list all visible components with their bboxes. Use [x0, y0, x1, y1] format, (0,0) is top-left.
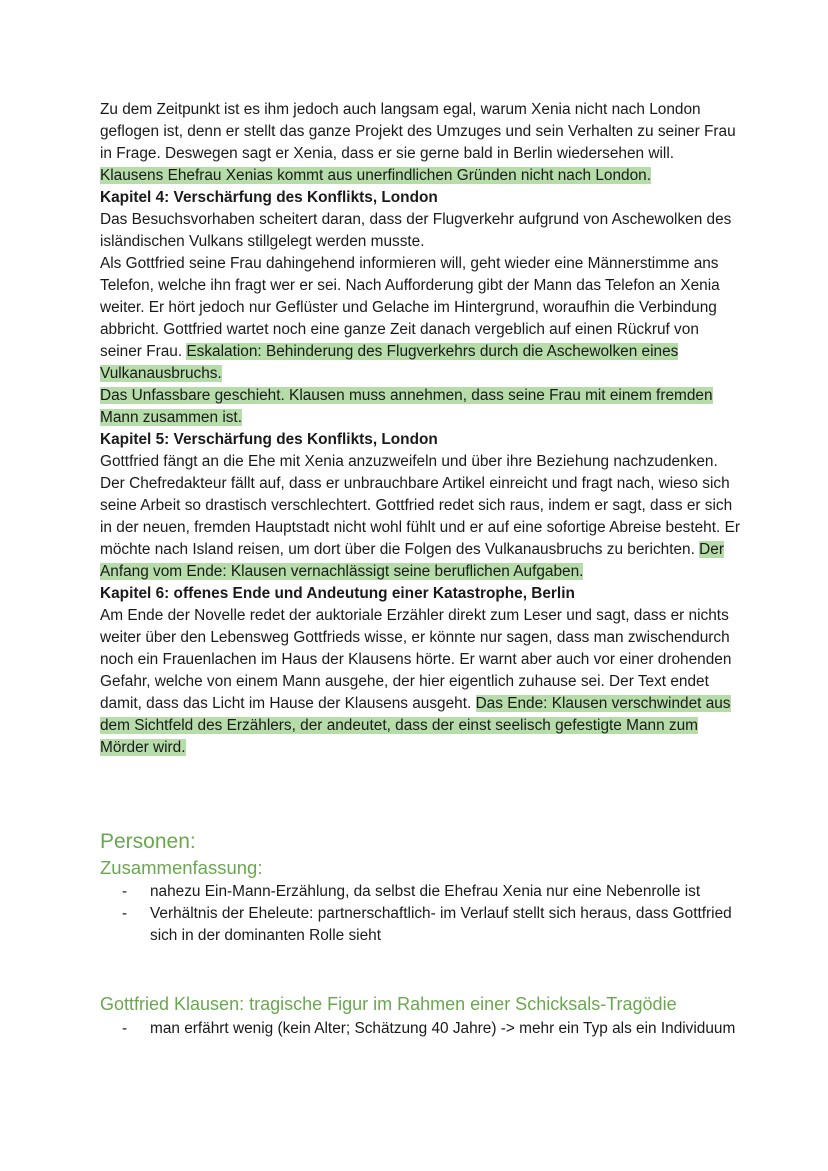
summary-list [100, 881, 740, 947]
chapter-5-heading: Kapitel 5: Verschärfung des Konflikts, London [100, 431, 438, 448]
body-text: Am Ende der Novelle redet der auktoriale Erzähler direkt zum Leser und sagt, dass er nichts weiter über den Lebensweg Gottfrieds wisse, er könnte nur sagen, dass man zwischendurch noch ein Frauenlachen im Haus der Klausens hörte. Er warnt aber auch vor einer drohenden Gefahr, welche von einem Mann ausgehe, der hier eigentlich zuhause sei. Der Text endet damit, dass das Licht im Hause der Klausens ausgeht. [100, 607, 732, 712]
highlighted-note: Das Unfassbare geschieht. Klausen muss annehmen, dass seine Frau mit einem fremden Mann zusammen ist. [100, 387, 713, 426]
paragraph-chapter-3-end [100, 99, 740, 187]
paragraph-chapter-4-b [100, 253, 740, 385]
highlighted-note: Klausens Ehefrau Xenias kommt aus unerfindlichen Gründen nicht nach London. [100, 167, 651, 184]
highlighted-note: Das Ende: Klausen verschwindet aus dem Sichtfeld des Erzählers, der andeutet, dass der einst seelisch gefestigte Mann zum Mörder wird. [100, 695, 731, 756]
body-text: Gottfried fängt an die Ehe mit Xenia anzuzweifeln und über ihre Beziehung nachzudenken. Der Chefredakteur fällt auf, dass er unbrauchbare Artikel einreicht und fragt nach, wieso sich seine Arbeit so drastisch verschlechtert. Gottfried redet sich raus, indem er sagt, dass er sich in der neuen, fremden Hauptstadt nicht wohl fühlt und er auf eine sofortige Abreise besteht. Er möchte nach Island reisen, um dort über die Folgen des Vulkanausbruchs zu berichten. [100, 453, 740, 558]
gottfried-heading: Gottfried Klausen: tragische Figur im Rahmen einer Schicksals-Tragödie [100, 994, 677, 1014]
paragraph-chapter-4-a: Das Besuchsvorhaben scheitert daran, dass der Flugverkehr aufgrund von Aschewolken des isländischen Vulkans stillgelegt werden musste. [100, 211, 732, 250]
body-text: Als Gottfried seine Frau dahingehend informieren will, geht wieder eine Männerstimme ans Telefon, welche ihn fragt wer er sei. Nach Aufforderung gibt der Mann das Telefon an Xenia weiter. Er hört jedoch nur Geflüster und Gelache im Hintergrund, woraufhin die Verbindung abbricht. Gottfried wartet noch eine ganze Zeit danach vergeblich auf einen Rückruf von seiner Frau. [100, 255, 720, 360]
chapter-4-heading: Kapitel 4: Verschärfung des Konflikts, London [100, 189, 438, 206]
highlighted-note: Eskalation: Behinderung des Flugverkehrs durch die Aschewolken eines Vulkanausbruchs. [100, 343, 679, 382]
paragraph-chapter-5 [100, 451, 740, 583]
personen-heading: Personen: [100, 830, 196, 853]
body-text: Zu dem Zeitpunkt ist es ihm jedoch auch langsam egal, warum Xenia nicht nach London geflogen ist, denn er stellt das ganze Projekt des Umzuges und sein Verhalten zu seiner Frau in Frage. Deswegen sagt er Xenia, dass er sie gerne bald in Berlin wiedersehen will. [100, 101, 736, 162]
chapter-6-heading: Kapitel 6: offenes Ende und Andeutung einer Katastrophe, Berlin [100, 585, 575, 602]
gottfried-list [100, 1018, 740, 1040]
list-item: - man erfährt wenig (kein Alter; Schätzung 40 Jahre) -> mehr ein Typ als ein Individuum [100, 1018, 740, 1040]
list-item: - nahezu Ein-Mann-Erzählung, da selbst die Ehefrau Xenia nur eine Nebenrolle ist [100, 881, 740, 903]
paragraph-chapter-6 [100, 605, 740, 759]
list-item: - Verhältnis der Eheleute: partnerschaftlich- im Verlauf stellt sich heraus, dass Gottfried sich in der dominanten Rolle sieht [100, 903, 740, 947]
chapter-summary-text [100, 99, 740, 759]
highlighted-note: Der Anfang vom Ende: Klausen vernachlässigt seine beruflichen Aufgaben. [100, 541, 724, 580]
zusammenfassung-heading: Zusammenfassung: [100, 857, 263, 878]
paragraph-chapter-4-c [100, 385, 740, 429]
